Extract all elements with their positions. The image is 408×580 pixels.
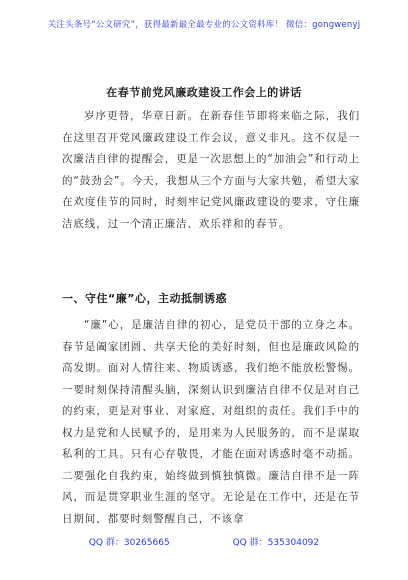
promo-banner: 关注头条号“公文研究”，获得最新最全最专业的公文资料库！ 微信：gongwenyj	[47, 20, 361, 30]
qq-group-1: QQ 群：30265665	[88, 538, 170, 548]
section-heading: 一、守住“廉”心，主动抵制诱惑	[62, 292, 227, 305]
intro-paragraph: 岁序更替，华章日新。在新春佳节即将来临之际，我们在这里召开党风廉政建设工作会议，意义非凡。这不仅是一次廉洁自律的提醒会，更是一次思想上的“加油会”和行动上的“鼓劲会”。今天，我想从三个方面与大家共勉，希望大家在欢度佳节的同时，时刻牢记党风廉政建设的要求，守住廉洁底线，过一个清正廉洁、欢乐祥和的春节。	[62, 110, 360, 230]
section-body	[62, 315, 360, 530]
intro-section	[62, 92, 360, 235]
section-paragraph: “廉”心，是廉洁自律的初心，是党员干部的立身之本。春节是阖家团圆、共享天伦的美好时刻，但也是廉政风险的高发期。面对人情往来、物质诱惑，我们绝不能放松警惕。一要时刻保持清醒头脑，深刻认识到廉洁自律不仅是对自己的约束，更是对事业、对家庭、对组织的责任。我们手中的权力是党和人民赋予的，是用来为人民服务的，而不是谋取私利的工具。只有心存敬畏，才能在面对诱惑时毫不动摇。二要强化自我约束，始终做到慎独慎微。廉洁自律不是一阵风，而是贯穿职业生涯的坚守。无论是在工作中，还是在节日期间，都要时刻警醒自己，不该拿	[62, 319, 360, 525]
footer-contacts	[0, 535, 408, 548]
qq-group-2: QQ 群：535304092	[232, 538, 320, 548]
page-title: 在春节前党风廉政建设工作会上的讲话	[106, 86, 302, 99]
